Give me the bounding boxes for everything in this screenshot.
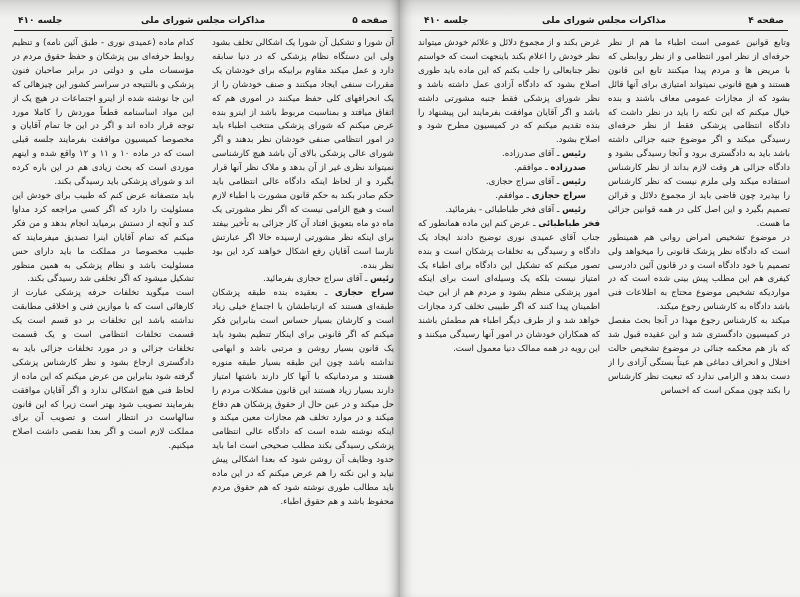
paragraph-text: آقای صدرزاده. (502, 149, 555, 160)
paragraph-text: است میگوید تخلفات حرفه پزشکی عبارت از کارهائی است که با موازین فنی و اخلاقی مطابقت نداشته باشد این تخلفات بر دو قسم است یک قسمت تخلفات انتظامی است و یک قسمت تخلفات جزائی و در مورد تخلفات جزائی باید به دادگستری ارجاع بشود و نظر کارشناس پزشکی گرفته شود بنابراین من عرض میکنم که این ماده از لحاظ فنی هیچ اشکالی ندارد و اگر آقایان موافقت بفرمایند تصویب شود بهتر است زیرا که این قانون سالهاست در انتظار است و تصویب آن برای مملکت لازم است و اگر بعدا نقصی داشت اصلاح میکنیم. (12, 288, 194, 452)
paragraph (212, 37, 394, 273)
paragraph-text: موافقم. (514, 163, 543, 174)
text-column-right (212, 37, 394, 589)
session-number: جلسه ۴۱۰ (18, 16, 63, 26)
speaker-name: رئیس (562, 177, 586, 188)
paragraph-text: آقای سراج حجازی. (485, 177, 555, 188)
speaker-name: سراج حجازی (531, 190, 586, 201)
paragraph (12, 190, 194, 287)
speaker-name: رئیس (370, 274, 394, 285)
speaker-paragraph: رئیس ـ آقای سراج حجازی. (485, 177, 586, 188)
text-column-left (12, 37, 194, 589)
paragraph-text: آقای سراج حجازی بفرمائید. (262, 274, 363, 285)
running-title: مذاکرات مجلس شورای ملی (541, 16, 667, 26)
speaker-paragraph: سراج حجازی ـ بعقیده بنده طبقه پزشکان طبقه‌ای هستند که ارتباطشان با اجتماع خیلی زیاد است و کارشان بسیار حساس است بنابراین فکر میکنم که اگر قانونی برای اینکار تنظیم بشود باید یک قانون بسیار روشن و مرتبی باشد و ابهامی نداشته باشد چون این طبقه بسیار طبقه منوره هستند و مردمانیکه با آنها کار دارند باشتها امتیاز دارند بسیار زیاد هستند این قانون مشکلات مردم را حل میکند و در عین حال از حقوق پزشکان هم دفاع میکند و در موارد تخلف هم مجازات معین میکند و اینکه نوشته شده است که دادگاه عالی انتظامی پزشکی رسیدگی بکند مطلب صحیحی است اما باید حدود وظایف آن روشن شود که بعدا اشکالی پیش نیاید و این نکته را هم عرض میکنم که در این ماده باید مطالب طوری نوشته شود که هم حقوق مردم محفوظ باشد و هم حقوق اطباء. (212, 288, 394, 507)
text-column-left (418, 37, 600, 567)
paragraph-text: عرض کنم این ماده همانطور که جناب آقای عمیدی نوری توضیح دادند ایجاد یک دادگاه و رسیدگی به تخلفات پزشکان است و بنده تصور میکنم که تشکیل این دادگاه برای اطباء یک امتیاز نیست بلکه یک وسیله‌ای است برای اینکه امور پزشکی منظم بشود و مردم هم از این حیث اطمینان پیدا کنند که اگر طبیبی تخلف کرد مجازات خواهد شد و از طرف دیگر اطباء هم مطمئن باشند که همکاران خودشان در امور آنها رسیدگی میکنند و این رویه در همه ممالک دنیا معمول است. (418, 218, 600, 354)
paragraph (12, 287, 194, 454)
speaker-name: رئیس (562, 204, 586, 215)
page-header (420, 16, 788, 31)
speaker-paragraph: رئیس ـ آقای صدرزاده. (502, 149, 586, 160)
paragraph-text: در موضوع تشخیص امراض روانی هم همینطور است که دادگاه نظر پزشک قانونی را میخواهد ولی تصمیم با خود دادگاه است و در قانون آئین دادرسی کیفری هم این مطلب پیش بینی شده است که در مواردیکه تشخیص موضوع محتاج به اطلاعات فنی باشد دادگاه به کارشناس رجوع میکند. (608, 232, 790, 313)
paragraph (608, 232, 790, 315)
speaker-paragraph: سراج حجازی ـ موافقم. (495, 190, 586, 201)
session-number: جلسه ۴۱۰ (424, 16, 469, 26)
paragraph-text: باید متصفانه عرض کنم که طبیب برای خودش این مسئولیت را دارد که اگر کسی مراجعه کرد مداوا کند و آنچه از دستش برمیاید انجام بدهد و من فکر میکنم که تمام آقایان اینرا تصدیق میفرمایند که طبیب مخصوصا در مملکت ما باید دارای حس مسئولیت باشد و نظام پزشکی به همین منظور تشکیل میشود که اگر تخلفی شد رسیدگی بکند. (12, 190, 194, 285)
paragraph-text: بعقیده بنده طبقه پزشکان طبقه‌ای هستند که ارتباطشان با اجتماع خیلی زیاد است و کارشان بسیار حساس است بنابراین فکر میکنم که اگر قانونی برای اینکار تنظیم بشود باید یک قانون بسیار روشن و مرتبی باشد و ابهامی نداشته باشد چون این طبقه بسیار طبقه منوره هستند و مردمانیکه با آنها کار دارند باشتها امتیاز دارند بسیار زیاد هستند این قانون مشکلات مردم را حل میکند و در عین حال از حقوق پزشکان هم دفاع میکند و در موارد تخلف هم مجازات معین میکند و اینکه نوشته شده است که دادگاه عالی انتظامی پزشکی رسیدگی بکند مطلب صحیحی است اما باید حدود وظایف آن روشن شود که بعدا اشکالی پیش نیاید و این نکته را هم عرض میکنم که در این ماده باید مطالب طوری نوشته شود که هم حقوق مردم محفوظ باشد و هم حقوق اطباء. (212, 288, 394, 507)
text-column-right (608, 37, 790, 567)
paragraph-text: آقای فخر طباطبائی - بفرمائید. (445, 204, 555, 215)
speaker-paragraph: رئیس ـ آقای فخر طباطبائی - بفرمائید. (445, 204, 586, 215)
speaker-paragraph: رئیس ـ آقای سراج حجازی بفرمائید. (262, 274, 394, 285)
paragraph (418, 37, 600, 148)
speaker-name: رئیس (562, 149, 586, 160)
paragraph (12, 37, 194, 190)
right-page (400, 0, 800, 597)
paragraph-text: میکند به کارشناس رجوع مهذا در آنجا بحث مفصل در کمیسیون دادگستری شد و این عقیده قبول شد که باز هم محکمه جنائی در موضوع تشخیص حالت اختلال و انحراف دماغی هم عیناً بستگی آزادی را از دست بدهد و الزامی ندارد که تبعیت نظر کارشناس را بکند چون ممکن است که احساس (608, 316, 790, 396)
paragraph-text: موافقم. (495, 190, 524, 201)
page-header (14, 16, 392, 31)
speaker-name: سراج حجازی (334, 288, 394, 299)
speaker-name: فخر طباطبائی (538, 218, 600, 229)
speaker-name: صدرزاده (550, 163, 586, 174)
speaker-paragraph: صدرزاده ـ موافقم. (514, 163, 586, 174)
paragraph-text: کدام ماده (عمیدی نوری - طبق آئین نامه) و تنظیم روابط حرفه‌ای بین پزشکان و حفظ حقوق مردم در مؤسسات ملی و دولتی در برابر صاحبان فنون پزشکی و بالنتیجه در سراسر کشور این چیزهائی که این جا نوشته شده از اینرو اجتماعات در هیچ یک از این مواد اساسنامه قطعاً موردش را کاملا مورد توجه قرار داده اند و اگر در این جا تمام آقایان و مخصوصا کمیسیون موافقت بفرمایند جلسه قبلی است که در ماده ۱۰ و ۱۱ و ۱۲ واقع شده و اینهم موردی است که بحث زیادی هم در این باره کرده اند و شورای پزشکی باید رسیدگی بکند. (12, 38, 194, 188)
page-number: صفحه ۵ (352, 16, 388, 26)
page-number: صفحه ۴ (748, 16, 784, 26)
paragraph (608, 315, 790, 398)
paragraph-text: وتابع قوانین عمومی است اطباء ما هم از نظر حرفه‌ای از نظر امور انتظامی و از نظر روابطی که با مریض ها و مردم پیدا میکنند تابع این قانون هستند و هیچ قانونی نمیتواند امتیازی برای آنها قائل بشود که از مجازات عمومی معاف باشند و بنده خیال میکنم که این نکته را باید در نظر داشت که دادگاه انتظامی پزشکی فقط از نظر حرفه‌ای رسیدگی میکند و اگر موضوع جنبه جزائی داشته باشد باید به دادگستری برود و آنجا رسیدگی بشود و دادگاه جزائی هر وقت لازم بداند از نظر کارشناس استفاده میکند ولی ملزم نیست که نظر کارشناس را بپذیرد چون قاضی باید از مجموع دلائل و قرائن تصمیم بگیرد و این اصل کلی در همه قوانین جزائی ما هست. (608, 38, 790, 229)
paragraph-text: غرض بکند و از مجموع دلائل و علائم خودش میتواند نظر خودش را اعلام بکند باینجهت است که خواستم نظر جنابعالی را جلب بکنم که این ماده باید طوری اصلاح بشود که دادگاه آزادی عمل داشته باشد و نظر شورای پزشکی فقط جنبه مشورتی داشته باشد و اگر آقایان موافقت بفرمایند این پیشنهاد را بنده تقدیم میکنم که در کمیسیون مطرح شود و اصلاح بشود. (418, 38, 600, 146)
paragraph (608, 37, 790, 232)
speaker-paragraph: فخر طباطبائی ـ عرض کنم این ماده همانطور که جناب آقای عمیدی نوری توضیح دادند ایجاد یک دادگاه و رسیدگی به تخلفات پزشکان است و بنده تصور میکنم که تشکیل این دادگاه برای اطباء یک امتیاز نیست بلکه یک وسیله‌ای است برای اینکه امور پزشکی منظم بشود و مردم هم از این حیث اطمینان پیدا کنند که اگر طبیبی تخلف کرد مجازات خواهد شد و از طرف دیگر اطباء هم مطمئن باشند که همکاران خودشان در امور آنها رسیدگی میکنند و این رویه در همه ممالک دنیا معمول است. (418, 218, 600, 354)
paragraph-text: آن شورا و تشکیل آن شورا یک اشکالی تخلف بشود ولی این دستگاه نظام پزشکی که در دنیا سابقه دارد و عمل میکند مقاوم برابیکه برای خودشان یک مقررات سنفی ایجاد میکنند و صنف خودشان را از یک انحرافهای کلی حفظ میکنند در اموری هم که اتفاق میافتد و بمناسبت مربوط باشد از اینرو بنده عرض میکنم که شورای پزشکی منتخب اطباء باید در امور انتظامی صنفی خودشان نظر بدهند و اگر شورای عالی پزشکی بالای آن باشد هیچ کارشناسی نمیتواند نظری غیر از آن بدهد و ملاک نظر آنها قرار بگیرد و از لحاظ اینکه دادگاه عالی انتظامی باید حکم صادر بکند به حکم قانون مشورت با اطباء لازم است و هیچ الزامی نیست که اگر نظر مشورتی یک ماه دو ماه بتعویق افتاد آن کار جزائی به تأخیر بیفتد برای اینکه نظر مشورتی ارسیده حالا اگر عبارتش نارسا است آقایان رفع اشکال خواهند کرد این بود نظر بنده. (212, 38, 394, 271)
running-title: مذاکرات مجلس شورای ملی (140, 16, 266, 26)
